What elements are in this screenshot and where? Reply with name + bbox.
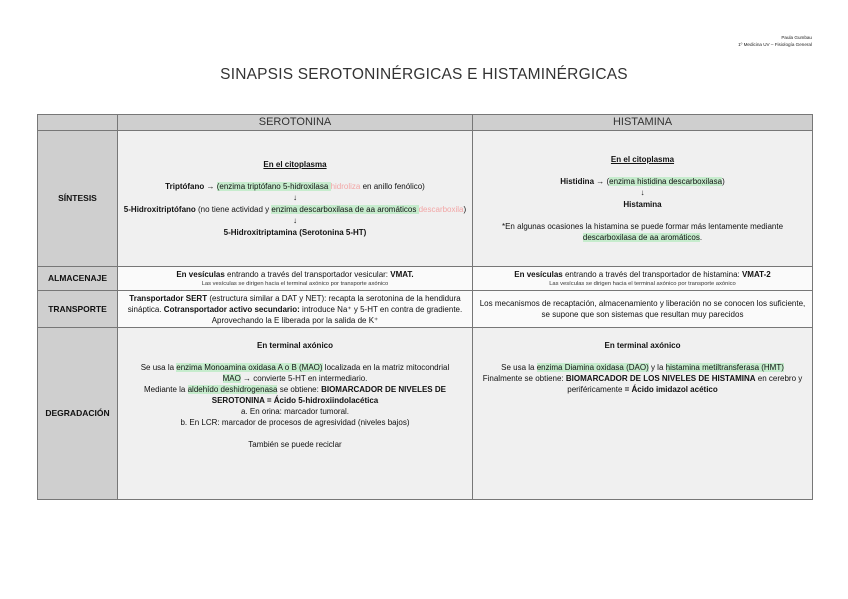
step2-text: (no tiene actividad y xyxy=(195,205,272,214)
row-label-sintesis: SÍNTESIS xyxy=(38,131,118,267)
p1-suffix: localizada en la matriz mitocondrial xyxy=(322,363,450,372)
degradacion-ser-p3 xyxy=(122,384,468,406)
enzyme-highlight: aldehído deshidrogenasa xyxy=(187,385,278,394)
sert-text: Transportador SERT xyxy=(129,293,208,303)
cell-transporte-serotonina xyxy=(118,291,473,328)
transporte-body: (estructura similar a DAT y NET): recapta la serotonina de la hendidura sináptica. xyxy=(127,293,461,314)
degradacion-ser-p2 xyxy=(122,373,468,384)
step1-suffix: en anillo fenólico) xyxy=(360,182,425,191)
degradacion-his-p2 xyxy=(477,373,808,395)
row-transporte xyxy=(38,291,813,328)
page-title: SINAPSIS SEROTONINÉRGICAS E HISTAMINÉRGICAS xyxy=(220,66,628,83)
mao-highlight: MAO xyxy=(222,374,241,383)
cell-almacenaje-serotonina xyxy=(118,267,473,291)
sintesis-ser-step1 xyxy=(122,181,468,192)
histidine-text: Histidina xyxy=(560,177,595,186)
cell-degradacion-histamina xyxy=(473,328,813,500)
row-sintesis xyxy=(38,131,813,267)
cotransporter-text: Cotransportador activo secundario: xyxy=(163,304,300,314)
hydrolyze-text: hidroliza xyxy=(330,182,361,191)
course-name: 1º Medicina UV – Fisiología General xyxy=(738,42,812,47)
sintesis-his-note xyxy=(477,221,808,243)
enzyme-highlight: enzima Diamina oxidasa (DAO) xyxy=(536,363,649,372)
down-arrow-icon: ↓ xyxy=(640,188,645,197)
column-header-histamina: HISTAMINA xyxy=(473,115,813,131)
column-header-serotonina: SEROTONINA xyxy=(118,115,473,131)
cell-degradacion-serotonina xyxy=(118,328,473,500)
list-item: a. En orina: marcador tumoral. xyxy=(240,407,350,416)
decarboxylate-text: descarboxila xyxy=(418,205,464,214)
degradacion-ser-p1 xyxy=(122,362,468,373)
p1-text: Se usa la xyxy=(140,363,177,372)
author-name: Paula Gumbau xyxy=(781,35,812,40)
row-degradacion xyxy=(38,328,813,500)
enzyme-highlight: descarboxilasa de aa aromáticos xyxy=(582,233,700,242)
transporte-body-2: introduce Na⁺ y 5-HT en contra de gradiente. Aprovechando la E liberada por la salida de K⁺ xyxy=(211,304,463,325)
vesicles-text: En vesículas xyxy=(176,270,225,279)
vesicles-text: En vesículas xyxy=(514,270,563,279)
almacenaje-body: entrando a través del transportador vesicular: xyxy=(224,270,391,279)
biomarker-text: BIOMARCADOR DE LOS NIVELES DE HISTAMINA xyxy=(565,374,756,383)
degradacion-ser-p4: También se puede reciclar xyxy=(248,440,342,449)
p2-mid: en cerebro y periféricamente xyxy=(567,374,803,394)
note-suffix: . xyxy=(699,233,703,242)
cell-sintesis-histamina xyxy=(473,131,813,267)
almacenaje-his-text xyxy=(477,269,808,280)
enzyme-highlight: enzima Monoamina oxidasa A o B (MAO) xyxy=(176,363,323,372)
degradacion-his-p1 xyxy=(477,362,808,373)
p3-text: Mediante la xyxy=(144,385,188,394)
down-arrow-icon: ↓ xyxy=(293,216,297,225)
row-label-almacenaje: ALMACENAJE xyxy=(38,267,118,291)
down-arrow-icon: ↓ xyxy=(293,193,297,202)
cell-transporte-histamina: Los mecanismos de recaptación, almacenamiento y liberación no se conocen los suficiente, se supone que son sistemas que resultan muy parecidos xyxy=(473,291,813,328)
enzyme-highlight: histamina metiltransferasa (HMT) xyxy=(665,363,784,372)
cell-sintesis-serotonina xyxy=(118,131,473,267)
note-text: *En algunas ocasiones la histamina se puede formar más lentamente mediante xyxy=(501,222,784,231)
degradacion-ser-heading: En terminal axónico xyxy=(256,341,334,350)
cell-almacenaje-histamina xyxy=(473,267,813,291)
enzyme-highlight: enzima histidina descarboxilasa xyxy=(609,177,723,186)
sintesis-his-heading: En el citoplasma xyxy=(610,155,675,164)
hydroxytryptophan-text: 5-Hidroxitriptófano xyxy=(123,205,196,214)
almacenaje-ser-text xyxy=(122,269,468,280)
almacenaje-his-note: Las vesículas se dirigen hacia el terminal axónico por transporte axónico xyxy=(549,281,736,287)
step2-suffix: ) xyxy=(463,205,467,214)
document-header xyxy=(738,34,812,48)
list-item: b. En LCR: marcador de procesos de agresividad (niveles bajos) xyxy=(180,418,410,427)
p1-text: Se usa la xyxy=(501,363,537,372)
row-label-degradacion: DEGRADACIÓN xyxy=(38,328,118,500)
vmat2-text: VMAT-2 xyxy=(741,270,771,279)
enzyme-highlight: enzima descarboxilasa de aa aromáticos xyxy=(271,205,419,214)
comparison-table xyxy=(37,114,813,500)
corner-cell xyxy=(38,115,118,131)
p2-text: → convierte 5-HT en intermediario. xyxy=(240,374,368,383)
sintesis-ser-step2 xyxy=(122,204,468,215)
biomarker-text: BIOMARCADOR DE NIVELES DE SEROTONINA = Ácido 5-hidroxiindolacética xyxy=(211,385,446,405)
almacenaje-body: entrando a través del transportador de histamina: xyxy=(562,270,742,279)
sintesis-ser-heading: En el citoplasma xyxy=(263,160,327,169)
tryptophan-text: Triptófano → xyxy=(165,182,217,191)
almacenaje-ser-note: Las vesículas se dirigen hacia el terminal axónico por transporte axónico xyxy=(201,281,389,287)
p3-mid: se obtiene: xyxy=(277,385,322,394)
step1-text: → ( xyxy=(594,177,610,186)
p1-mid: y la xyxy=(648,363,666,372)
row-label-transporte: TRANSPORTE xyxy=(38,291,118,328)
sintesis-ser-product: 5-Hidroxitriptamina (Serotonina 5-HT) xyxy=(223,228,367,237)
enzyme-highlight: (enzima triptófano 5-hidroxilasa xyxy=(216,182,331,191)
p2-text: Finalmente se obtiene: xyxy=(482,374,566,383)
biomarker-acid-text: = Ácido imidazol acético xyxy=(624,385,718,394)
sintesis-his-product: Histamina xyxy=(623,200,662,209)
step1-suffix: ) xyxy=(722,177,725,186)
sintesis-his-step1 xyxy=(477,176,808,187)
row-almacenaje xyxy=(38,267,813,291)
table-header-row xyxy=(38,115,813,131)
degradacion-his-heading: En terminal axónico xyxy=(604,341,681,350)
vmat-text: VMAT. xyxy=(390,270,414,279)
